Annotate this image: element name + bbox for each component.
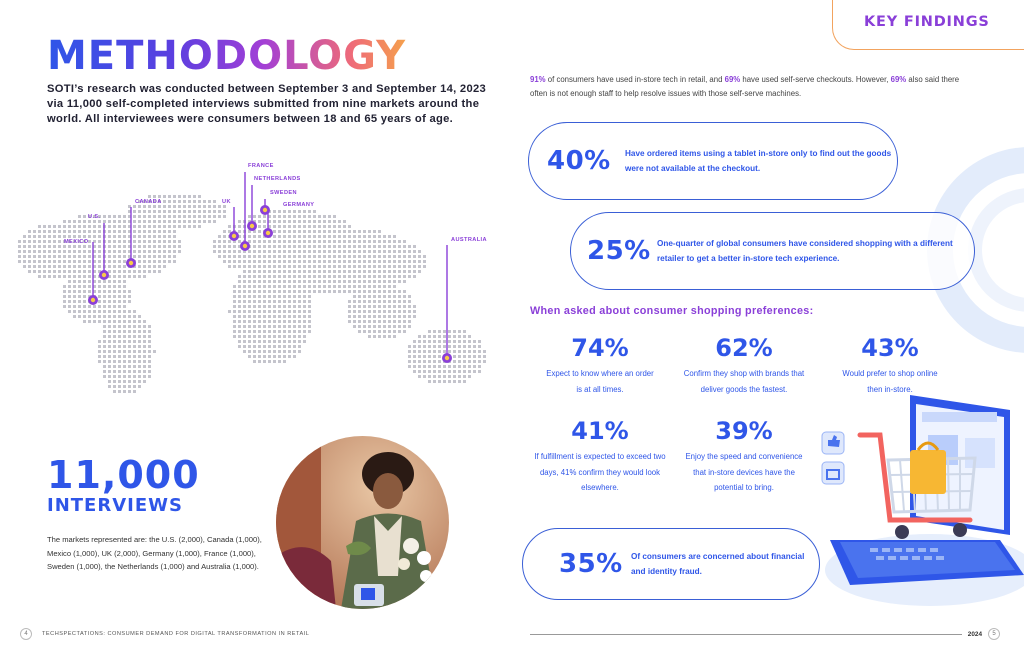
footer-year: 2024 xyxy=(967,630,982,638)
stat-text: Expect to know where an order is at all times. xyxy=(546,369,654,394)
dotted-world-map xyxy=(0,150,500,410)
finding-pill xyxy=(522,528,820,600)
footer-right xyxy=(530,628,1000,640)
stat-text: Would prefer to shop online then in-store. xyxy=(842,369,938,394)
stat-value: 74% xyxy=(571,334,629,362)
map-label-france: FRANCE xyxy=(248,163,274,169)
finding-text: Have ordered items using a tablet in-store only to find out the goods were not available at the checkout. xyxy=(625,149,892,173)
stat-text: If fulfillment is expected to exceed two days, 41% confirm they would look elsewhere. xyxy=(534,452,666,492)
key-findings-title: KEY FINDINGS xyxy=(864,14,990,30)
stat-value: 62% xyxy=(715,334,773,362)
finding-text: One-quarter of global consumers have considered shopping with a different retailer to get a better in-store tech experience. xyxy=(657,239,953,263)
page-number-right: 5 xyxy=(988,628,1000,640)
shop-owner-photo xyxy=(276,436,449,609)
footer-text: TECHSPECTATIONS: CONSUMER DEMAND FOR DIGITAL TRANSFORMATION IN RETAIL xyxy=(42,631,310,637)
finding-pill xyxy=(570,212,975,290)
map-label-us: U.S. xyxy=(88,214,101,220)
finding-percent: 40% xyxy=(547,146,611,176)
map-label-netherlands: NETHERLANDS xyxy=(254,176,301,182)
footer-left xyxy=(20,628,309,640)
stat-value: 39% xyxy=(715,417,773,445)
footer-divider xyxy=(530,634,962,635)
stat-block xyxy=(530,416,670,496)
map-label-germany: GERMANY xyxy=(283,202,315,208)
stat-highlight: 69% xyxy=(724,75,741,84)
map-label-australia: AUSTRALIA xyxy=(451,237,487,243)
finding-pill xyxy=(528,122,898,200)
intro-text: have used self-serve checkouts. However, xyxy=(740,75,891,84)
map-label-mexico: MEXICO xyxy=(64,239,89,245)
key-findings-intro xyxy=(530,73,960,100)
stat-value: 43% xyxy=(861,334,919,362)
finding-text: Of consumers are concerned about financial and identity fraud. xyxy=(631,552,805,576)
stat-block xyxy=(674,416,814,496)
page-title: METHODOLOGY xyxy=(47,33,407,79)
laptop-shopping-cart-illustration xyxy=(810,380,1024,610)
preferences-heading: When asked about consumer shopping preferences: xyxy=(530,305,814,317)
world-map xyxy=(0,150,500,410)
stat-value: 41% xyxy=(571,417,629,445)
stat-text: Confirm they shop with brands that deliver goods the fastest. xyxy=(683,369,805,394)
map-label-sweden: SWEDEN xyxy=(270,190,297,196)
map-label-uk: UK xyxy=(222,199,231,205)
intro-text: also said there often is not enough staff to help resolve issues with those self-serve machines. xyxy=(530,75,960,98)
finding-percent: 35% xyxy=(559,549,623,579)
methodology-intro: SOTI’s research was conducted between September 3 and September 14, 2023 via 11,000 self-completed interviews submitted from nine markets around the world. All interviewees were consumers between 18 and 65 years of age. xyxy=(47,83,487,125)
stat-highlight: 69% xyxy=(890,75,907,84)
intro-text: of consumers have used in-store tech in retail, and xyxy=(545,75,725,84)
markets-text: The markets represented are: the U.S. (2,000), Canada (1,000), Mexico (1,000), UK (2,000), Germany (1,000), France (1,000), Sweden (1,000), the Netherlands (1,000) and Australia (1,000). xyxy=(47,535,262,571)
stat-highlight: 91% xyxy=(530,75,546,84)
stat-block xyxy=(674,333,814,397)
page-number-left: 4 xyxy=(20,628,32,640)
stat-text: Enjoy the speed and convenience that in-store devices have the potential to bring. xyxy=(685,452,803,492)
interviews-label: INTERVIEWS xyxy=(47,495,183,516)
interviews-number: 11,000 xyxy=(47,453,200,497)
map-label-canada: CANADA xyxy=(135,199,162,205)
stat-block xyxy=(530,333,670,397)
finding-percent: 25% xyxy=(587,236,651,266)
